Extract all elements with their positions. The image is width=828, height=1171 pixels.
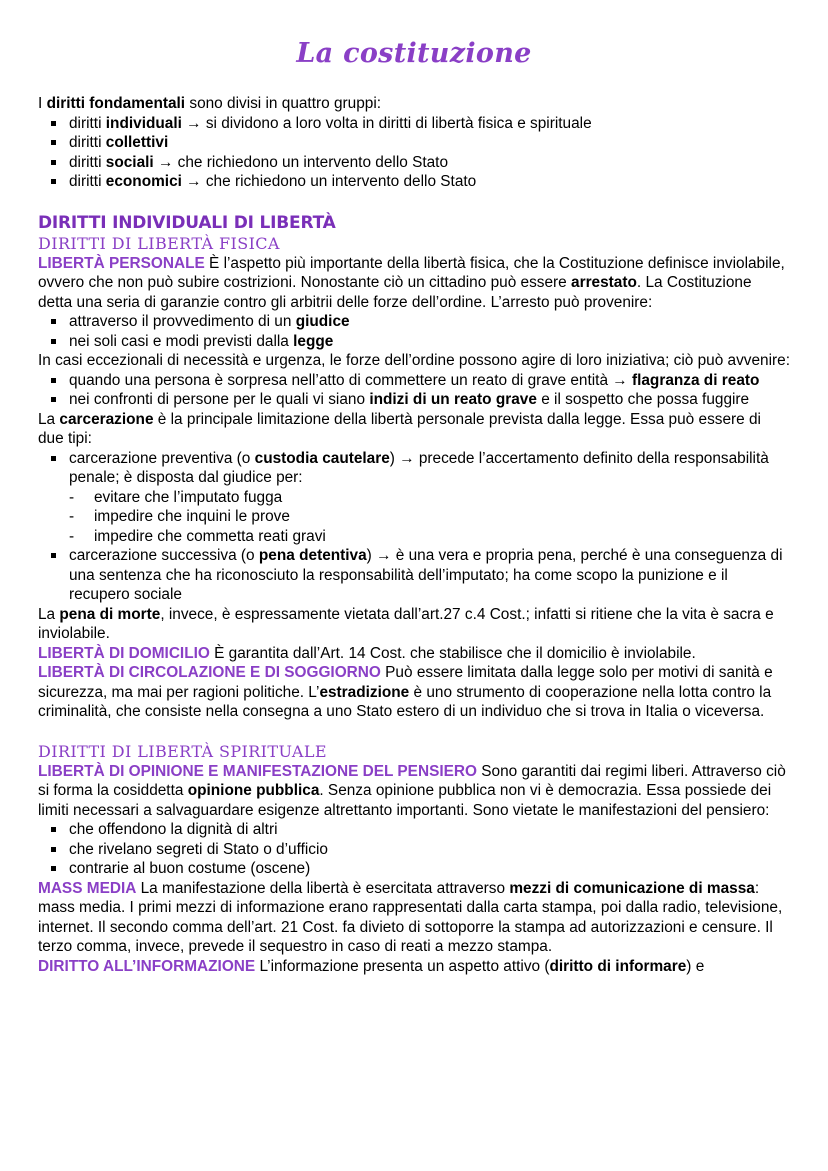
list-item: carcerazione preventiva (o custodia cautelare) → precede l’accertamento definito della responsabilità penale; è disposta dal giudice per: [38,449,790,488]
intro-bold: diritti fondamentali [46,95,186,112]
eccezionali-list [38,371,790,410]
intro-paragraph [38,94,790,114]
list-item: carcerazione successiva (o pena detentiva) → è una vera e propria pena, perché è una conseguenza di una sentenza che ha riconosciuto la responsabilità dell’imputato; ha come scopo la punizione e il recupero sociale [38,546,790,605]
paragraph-eccezionali: In casi eccezionali di necessità e urgenza, le forze dell’ordine possono agire di loro iniziativa; ciò può avvenire: [38,352,790,369]
manifestazioni-vietate-list [38,820,790,879]
list-item: che rivelano segreti di Stato o d’ufficio [38,840,790,860]
intro-text: I [38,95,47,112]
keyword-label: LIBERTÀ DI DOMICILIO [38,644,210,662]
intro-text: sono divisi in quattro gruppi: [185,95,382,112]
keyword-label: MASS MEDIA [38,879,137,897]
subsection-heading-spirituale: DIRITTI DI LIBERTÀ SPIRITUALE [38,741,327,761]
keyword-label: DIRITTO ALL’INFORMAZIONE [38,957,256,975]
paragraph-mass-media: MASS MEDIA La manifestazione della libertà è esercitata attraverso mezzi di comunicazione di massa: mass media. I primi mezzi di informazione erano rappresentati dalla carta stampa, poi dalla radio, televisione, internet. Il secondo comma dell’art. 21 Cost. fa divieto di sottoporre la stampa ad autorizzazioni e censure. Il terzo comma, invece, prevede il sequestro in caso di reati a mezzo stampa. [38,879,783,955]
list-item: diritti sociali → che richiedono un intervento dello Stato [38,153,790,173]
paragraph-carcerazione: La carcerazione è la principale limitazione della libertà personale prevista dalla legge. Essa può essere di due tipi: [38,410,761,447]
list-item: - impedire che commetta reati gravi [38,527,790,547]
list-item: attraverso il provvedimento di un giudice [38,312,790,332]
rights-groups-list [38,114,790,192]
carcerazione-list [38,449,790,488]
list-item: nei soli casi e modi previsti dalla legge [38,332,790,352]
arresto-list [38,312,790,351]
list-item: diritti collettivi [38,133,790,153]
list-item: diritti individuali → si dividono a loro volta in diritti di libertà fisica e spirituale [38,114,790,134]
list-item: - impedire che inquini le prove [38,507,790,527]
list-item: nei confronti di persone per le quali vi siano indizi di un reato grave e il sospetto che possa fuggire [38,390,790,410]
preventiva-reasons-list [38,488,790,547]
paragraph-opinione: LIBERTÀ DI OPINIONE E MANIFESTAZIONE DEL PENSIERO Sono garantiti dai regimi liberi. Attraverso ciò si forma la cosiddetta opinione pubblica. Senza opinione pubblica non vi è democrazia. Essa possiede dei limiti necessari a salvaguardare esigenze altrettanto importanti. Sono vietate le manifestazioni del pensiero: [38,762,786,819]
keyword-label: LIBERTÀ PERSONALE [38,254,205,272]
paragraph-pena-morte: La pena di morte, invece, è espressamente vietata dall’art.27 c.4 Cost.; infatti si ritiene che la vita è sacra e inviolabile. [38,605,774,642]
list-item: che offendono la dignità di altri [38,820,790,840]
keyword-label: LIBERTÀ DI OPINIONE E MANIFESTAZIONE DEL PENSIERO [38,762,477,780]
keyword-label: LIBERTÀ DI CIRCOLAZIONE E DI SOGGIORNO [38,664,381,681]
document-page [38,36,790,976]
paragraph-liberta-personale: LIBERTÀ PERSONALE È l’aspetto più importante della libertà fisica, che la Costituzione definisce inviolabile, ovvero che non può subire costrizioni. Nonostante ciò un cittadino può essere arrestato. La Costituzione detta una seria di garanzie contro gli arbitrii delle forze dell’ordine. L’arresto può provenire: [38,254,785,311]
subsection-heading-fisica: DIRITTI DI LIBERTÀ FISICA [38,233,280,253]
paragraph-circolazione: LIBERTÀ DI CIRCOLAZIONE E DI SOGGIORNO Può essere limitata dalla legge solo per motivi di sanità e sicurezza, ma mai per ragioni politiche. L’estradizione è uno strumento di cooperazione nella lotta contro la criminalità, che consiste nella consegna a uno Stato estero di un individuo che si trova in Italia o viceversa. [38,664,773,720]
paragraph-domicilio: LIBERTÀ DI DOMICILIO È garantita dall’Art. 14 Cost. che stabilisce che il domicilio è inviolabile. [38,644,696,662]
page-title: La costituzione [296,38,532,69]
list-item: quando una persona è sorpresa nell’atto di commettere un reato di grave entità → flagranza di reato [38,371,790,391]
list-item: diritti economici → che richiedono un intervento dello Stato [38,172,790,192]
list-item: contrarie al buon costume (oscene) [38,859,790,879]
carcerazione-list-2 [38,546,790,605]
paragraph-informazione: DIRITTO ALL’INFORMAZIONE L’informazione presenta un aspetto attivo (diritto di informare) e [38,957,705,975]
list-item: - evitare che l’imputato fugga [38,488,790,508]
section-heading: DIRITTI INDIVIDUALI DI LIBERTÀ [38,212,336,233]
